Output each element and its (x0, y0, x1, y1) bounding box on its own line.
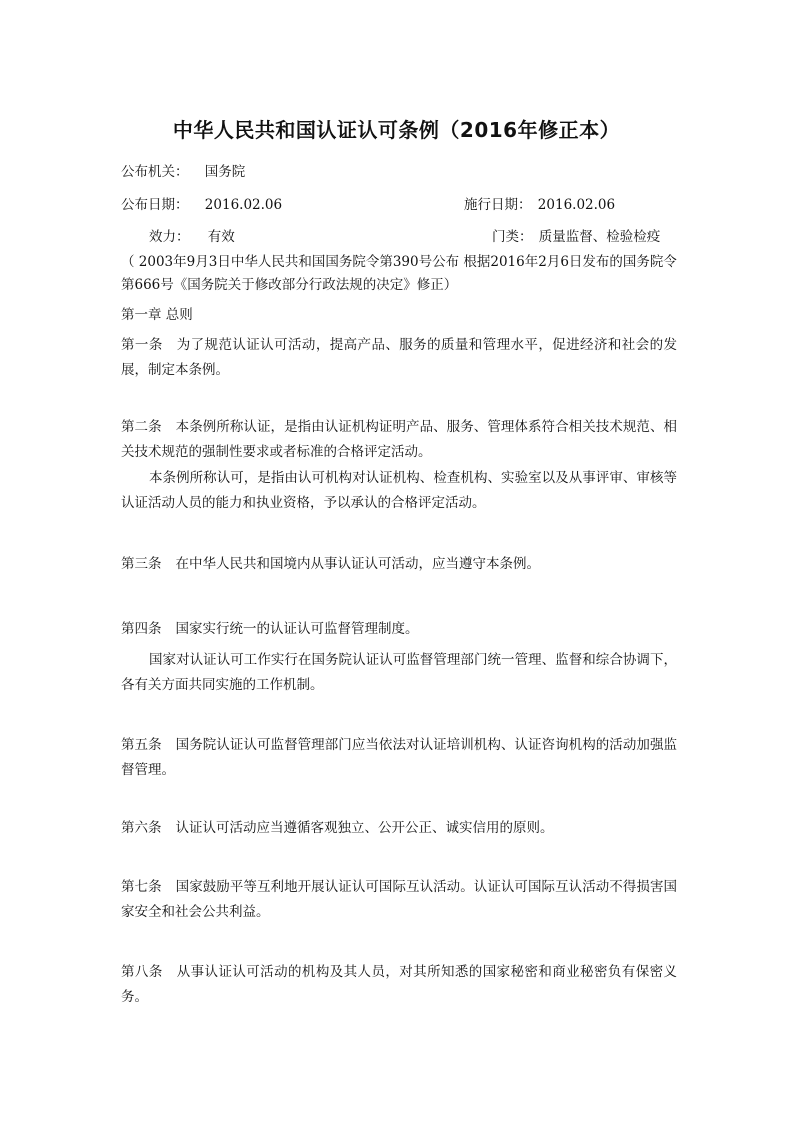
chapter-heading: 第一章 总则 (121, 307, 193, 323)
article-4 (121, 617, 677, 642)
effective-date-value: 2016.02.06 (537, 197, 616, 213)
validity-value: 有效 (207, 229, 235, 245)
article-label: 第二条 (121, 419, 162, 435)
publish-date-label: 公布日期： (121, 197, 189, 213)
article-label: 第三条 (121, 556, 162, 572)
article-label: 第八条 (121, 964, 163, 980)
document-title: 中华人民共和国认证认可条例（2016年修正本） (172, 118, 621, 142)
revision-note: （ 2003年9月3日中华人民共和国国务院令第390号公布 根据2016年2月6日发布的国务院令第666号《国务院关于修改部分行政法规的决定》修正） (121, 254, 677, 293)
category-value: 质量监督、检验检疫 (538, 229, 661, 245)
article-text: 国家鼓励平等互利地开展认证认可国际互认活动。认证认可国际互认活动不得损害国家安全和社会公共利益。 (121, 879, 678, 920)
article-text: 认证认可活动应当遵循客观独立、公开公正、诚实信用的原则。 (175, 820, 554, 836)
publish-date-row (121, 193, 282, 213)
article-1 (121, 333, 677, 382)
article-2 (121, 415, 677, 464)
article-label: 第五条 (121, 737, 162, 753)
article-label: 第一条 (121, 337, 163, 353)
effective-date-row (464, 193, 615, 213)
article-text: 从事认证认可活动的机构及其人员，对其所知悉的国家秘密和商业秘密负有保密义务。 (121, 964, 678, 1005)
issuer-value: 国务院 (204, 164, 246, 180)
article-7 (121, 875, 677, 924)
article-text: 在中华人民共和国境内从事认证认可活动，应当遵守本条例。 (175, 556, 540, 572)
issuer-row (121, 160, 245, 180)
article-text: 国家实行统一的认证认可监督管理制度。 (175, 621, 419, 637)
article-label: 第四条 (121, 621, 162, 637)
category-row (492, 225, 660, 245)
validity-label: 效力： (149, 229, 190, 245)
article-8 (121, 960, 677, 1009)
article-text: 为了规范认证认可活动，提高产品、服务的质量和管理水平，促进经济和社会的发展，制定本条例。 (121, 337, 678, 378)
article-3 (121, 552, 677, 577)
publish-date-value: 2016.02.06 (204, 197, 283, 213)
effective-date-label: 施行日期： (464, 197, 532, 213)
article-text: 本条例所称认证，是指由认证机构证明产品、服务、管理体系符合相关技术规范、相关技术规范的强制性要求或者标准的合格评定活动。 (121, 419, 678, 460)
article-2-paragraph-2: 本条例所称认可，是指由认可机构对认证机构、检查机构、实验室以及从事评审、审核等认证活动人员的能力和执业资格，予以承认的合格评定活动。 (121, 470, 677, 511)
validity-row (149, 225, 235, 245)
article-text: 国务院认证认可监督管理部门应当依法对认证培训机构、认证咨询机构的活动加强监督管理。 (121, 737, 678, 778)
article-6 (121, 816, 677, 841)
category-label: 门类： (492, 229, 533, 245)
article-label: 第七条 (121, 879, 162, 895)
article-label: 第六条 (121, 820, 162, 836)
issuer-label: 公布机关： (121, 164, 189, 180)
article-5 (121, 733, 677, 782)
article-4-paragraph-2: 国家对认证认可工作实行在国务院认证认可监督管理部门统一管理、监督和综合协调下，各有关方面共同实施的工作机制。 (121, 652, 677, 693)
